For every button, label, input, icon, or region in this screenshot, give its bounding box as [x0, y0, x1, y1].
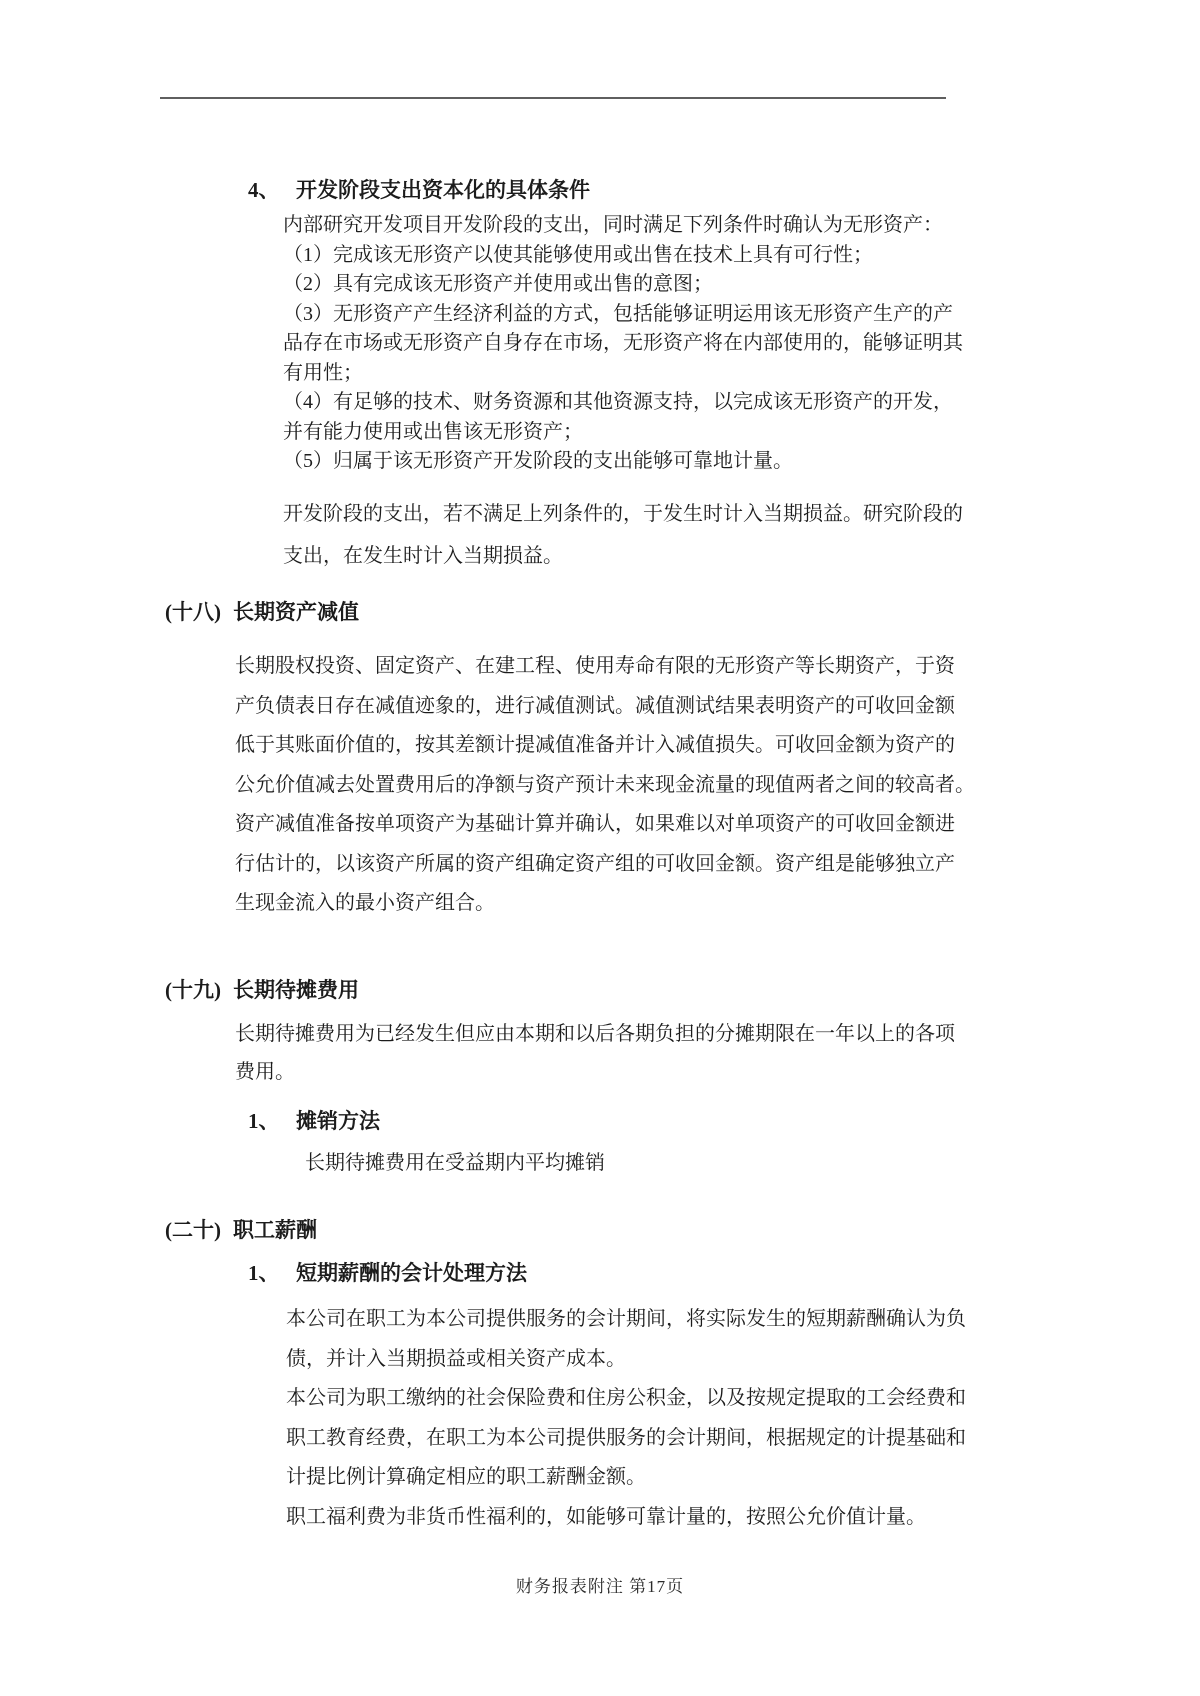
short-term-compensation-paragraph: [0, 1300, 1200, 1537]
paragraph-line: 支出，在发生时计入当期损益。: [283, 544, 563, 567]
section-heading: [0, 598, 1200, 627]
page-footer: 财务报表附注 第17页: [515, 1577, 685, 1596]
section-longterm-deferred-expenses: [0, 976, 1200, 1178]
paragraph-line: 债，并计入当期损益或相关资产成本。: [286, 1347, 626, 1370]
heading-number: (二十): [165, 1218, 221, 1242]
header-divider-line: [160, 97, 946, 99]
paragraph-line: （5）归属于该无形资产开发阶段的支出能够可靠地计量。: [283, 450, 793, 472]
heading-title: 开发阶段支出资本化的具体条件: [296, 179, 590, 202]
paragraph-line: 产负债表日存在减值迹象的，进行减值测试。减值测试结果表明资产的可收回金额: [235, 694, 955, 717]
heading-number: (十九): [165, 978, 221, 1002]
section-heading: [0, 1216, 1200, 1245]
heading-number: 1、: [248, 1261, 280, 1285]
paragraph-line: 品存在市场或无形资产自身存在市场，无形资产将在内部使用的，能够证明其: [283, 332, 963, 354]
paragraph-line: （1）完成该无形资产以使其能够使用或出售在技术上具有可行性；: [283, 243, 873, 266]
subsection-heading-amortization-method: [0, 1107, 1200, 1136]
paragraph-line: 低于其账面价值的，按其差额计提减值准备并计入减值损失。可收回金额为资产的: [235, 734, 955, 756]
deferred-expenses-paragraph: [0, 1015, 1200, 1091]
paragraph-line: 费用。: [235, 1061, 295, 1083]
paragraph-line: 公允价值减去处置费用后的净额与资产预计未来现金流量的现值两者之间的较高者。: [235, 773, 975, 796]
paragraph-line: 资产减值准备按单项资产为基础计算并确认，如果难以对单项资产的可收回金额进: [235, 813, 955, 835]
conditions-paragraph: [0, 211, 1200, 477]
heading-title: 短期薪酬的会计处理方法: [296, 1262, 527, 1285]
paragraph-line: 内部研究开发项目开发阶段的支出，同时满足下列条件时确认为无形资产：: [283, 214, 943, 236]
paragraph-line: 开发阶段的支出，若不满足上列条件的，于发生时计入当期损益。研究阶段的: [283, 502, 963, 525]
closing-paragraph: [0, 493, 1200, 577]
paragraph-line: （2）具有完成该无形资产并使用或出售的意图；: [283, 273, 713, 295]
paragraph-line: 计提比例计算确定相应的职工薪酬金额。: [286, 1466, 646, 1488]
paragraph-line: 行估计的，以该资产所属的资产组确定资产组的可收回金额。资产组是能够独立产: [235, 852, 955, 875]
section-longterm-asset-impairment: [0, 598, 1200, 924]
impairment-paragraph: [0, 647, 1200, 924]
paragraph-line: 长期待摊费用为已经发生但应由本期和以后各期负担的分摊期限在一年以上的各项: [235, 1023, 955, 1045]
section-employee-compensation: [0, 1216, 1200, 1537]
paragraph-line: （3）无形资产产生经济利益的方式，包括能够证明运用该无形资产生产的产: [283, 302, 953, 325]
paragraph-line: （4）有足够的技术、财务资源和其他资源支持，以完成该无形资产的开发，: [283, 391, 953, 413]
subsection-heading-short-term-compensation: [0, 1259, 1200, 1288]
heading-number: 1、: [248, 1109, 280, 1133]
heading-title: 职工薪酬: [233, 1219, 317, 1242]
heading-title: 摊销方法: [296, 1110, 380, 1133]
paragraph-line: 并有能力使用或出售该无形资产；: [283, 420, 583, 443]
section-heading: [0, 176, 1200, 205]
paragraph-line: 生现金流入的最小资产组合。: [235, 892, 495, 914]
paragraph-line: 职工教育经费，在职工为本公司提供服务的会计期间，根据规定的计提基础和: [286, 1426, 966, 1449]
paragraph-line: 本公司为职工缴纳的社会保险费和住房公积金，以及按规定提取的工会经费和: [286, 1387, 966, 1409]
heading-number: (十八): [165, 600, 221, 624]
paragraph-line: 长期股权投资、固定资产、在建工程、使用寿命有限的无形资产等长期资产，于资: [235, 655, 955, 677]
paragraph-line: 有用性；: [283, 361, 363, 384]
section-dev-stage-capitalization: [0, 176, 1200, 577]
amortization-method-text: 长期待摊费用在受益期内平均摊销: [305, 1152, 605, 1174]
section-heading: [0, 976, 1200, 1005]
paragraph-line: 职工福利费为非货币性福利的，如能够可靠计量的，按照公允价值计量。: [286, 1505, 926, 1528]
heading-title: 长期待摊费用: [233, 979, 359, 1002]
heading-title: 长期资产减值: [233, 601, 359, 624]
heading-number: 4、: [248, 178, 280, 202]
paragraph-line: 本公司在职工为本公司提供服务的会计期间，将实际发生的短期薪酬确认为负: [286, 1308, 966, 1330]
